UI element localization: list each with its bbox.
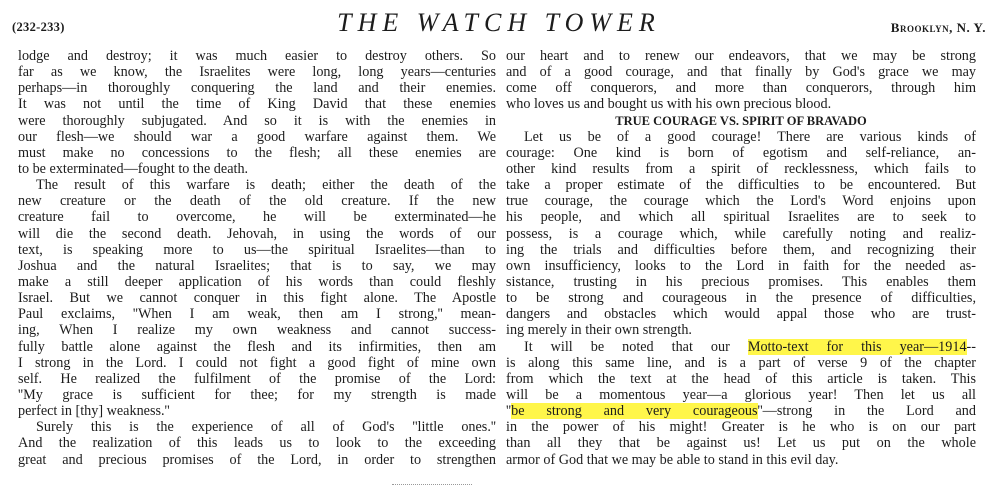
line-text: must make no concessions to the flesh; all these enemies are xyxy=(18,144,496,161)
section-heading xyxy=(506,113,976,129)
line-text: self. He realized the fulfilment of the promise of the Lord: xyxy=(18,370,496,387)
text-line xyxy=(506,322,976,338)
line-text: to be strong and courageous in the presence of difficulties, xyxy=(506,290,976,307)
text-line xyxy=(506,339,976,355)
text-line xyxy=(506,290,976,306)
line-text: new creature or the death of the old creature. If the new xyxy=(18,193,496,210)
line-text: fully battle alone against the flesh and its infirmities, then am xyxy=(18,338,496,355)
text-line xyxy=(18,274,496,290)
text-line xyxy=(506,209,976,225)
line-text: text, is speaking more to us—the spiritual Israelites—than to xyxy=(18,241,496,258)
text-line xyxy=(506,193,976,209)
line-text: possess, is a courage which, while carefully noting and realiz- xyxy=(506,225,976,242)
text-line xyxy=(506,177,976,193)
line-text: ing merely in their own strength. xyxy=(506,322,692,339)
page-numbers: (232-233) xyxy=(12,20,65,34)
line-text: make a still deeper application of his words than could fleshly xyxy=(18,273,496,290)
text-line xyxy=(506,161,976,177)
text-line xyxy=(506,145,976,161)
text-line xyxy=(506,452,976,468)
text-line xyxy=(506,435,976,451)
line-text: than all they that be against us! Let us put on the whole xyxy=(506,435,976,452)
text-line xyxy=(18,242,496,258)
text-line xyxy=(506,80,976,96)
text-line xyxy=(18,258,496,274)
line-text: and of a good courage, and that finally by God's grace we may xyxy=(506,64,976,81)
line-text: Israel. But we cannot conquer in this fight alone. The Apostle xyxy=(18,290,496,307)
line-text: And the realization of this leads us to look to the exceeding xyxy=(18,435,496,452)
text-line xyxy=(18,339,496,355)
line-text: perhaps—in thoroughly conquering the land and their enemies. xyxy=(18,80,496,97)
publication-title: THE WATCH TOWER xyxy=(337,8,661,37)
line-text: far as we know, the Israelites were long, long years—centuries xyxy=(18,64,496,81)
line-text: Surely this is the experience of all of God's ''little ones.'' xyxy=(36,419,496,436)
line-text: ing the trials and difficulties before them, and recognizing their xyxy=(506,241,976,258)
text-line xyxy=(506,129,976,145)
line-text-rest: ''—strong in the Lord and xyxy=(757,403,976,420)
line-text: take a proper estimate of the difficulties to be encountered. But xyxy=(506,177,976,194)
highlighted-text: Motto-text for this year—1914 xyxy=(747,338,967,355)
text-line xyxy=(18,403,496,419)
text-line xyxy=(18,452,496,468)
text-line xyxy=(18,322,496,338)
left-text-column xyxy=(18,48,496,468)
text-line xyxy=(506,96,976,112)
line-text: were thoroughly subjugated. And so it is with the enemies in xyxy=(18,112,496,129)
line-text: to be exterminated—fought to the death. xyxy=(18,160,249,177)
line-text: Paul exclaims, ''When I am weak, then am I strong,'' mean- xyxy=(18,306,496,323)
right-text-column xyxy=(506,48,976,468)
line-text: who loves us and bought us with his own precious blood. xyxy=(506,96,832,113)
text-line xyxy=(18,64,496,80)
text-line xyxy=(18,80,496,96)
line-text: our flesh—we should war a good warfare against them. We xyxy=(18,128,496,145)
text-line xyxy=(506,371,976,387)
text-line xyxy=(18,306,496,322)
text-line xyxy=(18,193,496,209)
text-line xyxy=(506,403,976,419)
text-line xyxy=(506,226,976,242)
text-line xyxy=(506,387,976,403)
text-line xyxy=(506,274,976,290)
line-text: our heart and to renew our endeavors, that we may be strong xyxy=(506,48,976,64)
line-text: '' xyxy=(506,403,512,420)
line-text: will be a momentous year—a glorious year! Then let us all xyxy=(506,386,976,403)
footer-rule xyxy=(392,484,472,488)
text-line xyxy=(506,419,976,435)
text-line xyxy=(18,355,496,371)
line-text: creature fail to overcome, he will be exterminated—he xyxy=(18,209,496,226)
text-line xyxy=(506,306,976,322)
line-text: will die the second death. Jehovah, in using the words of our xyxy=(18,225,496,242)
line-text: Let us be of a good courage! There are various kinds of xyxy=(524,128,976,145)
text-line xyxy=(18,161,496,177)
line-text-rest: -- xyxy=(966,338,976,355)
text-line xyxy=(18,387,496,403)
line-text: It will be noted that our xyxy=(524,338,748,355)
text-line xyxy=(18,145,496,161)
line-text: courage: One kind is born of egotism and self-reliance, an- xyxy=(506,144,976,161)
text-line xyxy=(18,96,496,112)
line-text: sistance, trusting in his precious promises. This enables them xyxy=(506,273,976,290)
page-header xyxy=(12,6,986,40)
line-text: armor of God that we may be able to stand in this evil day. xyxy=(506,451,839,468)
line-text: ing, When I realize my own weakness and cannot success- xyxy=(18,322,496,339)
line-text: Joshua and the natural Israelites; that is to say, we may xyxy=(18,257,496,274)
line-text: other kind results from a spirit of recklessness, which fails to xyxy=(506,160,976,177)
text-line xyxy=(18,419,496,435)
text-line xyxy=(18,48,496,64)
line-text: TRUE COURAGE VS. SPIRIT OF BRAVADO xyxy=(615,113,867,128)
text-line xyxy=(18,371,496,387)
text-line xyxy=(18,209,496,225)
line-text: true courage, the courage which the Lord's Word enjoins upon xyxy=(506,193,976,210)
text-line xyxy=(18,129,496,145)
line-text: own insufficiency, looks to the Lord in faith for the needed as- xyxy=(506,257,976,274)
text-line xyxy=(506,258,976,274)
line-text: in the power of his might! Greater is he who is on our part xyxy=(506,419,976,436)
text-line xyxy=(18,226,496,242)
line-text: come off conquerors, and more than conquerors, through him xyxy=(506,80,976,97)
line-text: from which the text at the head of this article is taken. This xyxy=(506,370,976,387)
line-text: is along this same line, and is a part of verse 9 of the chapter xyxy=(506,354,976,371)
text-line xyxy=(506,242,976,258)
line-text: It was not until the time of King David that these enemies xyxy=(18,96,496,113)
line-text: great and precious promises of the Lord, in order to strengthen xyxy=(18,451,496,468)
line-text: dangers and obstacles which would appal those who are trust- xyxy=(506,306,976,323)
text-line xyxy=(506,64,976,80)
line-text: ''My grace is sufficient for thee; for my strength is made xyxy=(18,386,496,403)
publication-place: Brooklyn, N. Y. xyxy=(890,20,986,35)
text-line xyxy=(506,355,976,371)
text-line xyxy=(18,177,496,193)
text-line xyxy=(18,113,496,129)
highlighted-text: be strong and very courageous xyxy=(511,403,758,420)
line-text: perfect in [thy] weakness.'' xyxy=(18,403,170,420)
line-text: lodge and destroy; it was much easier to destroy others. So xyxy=(18,48,496,64)
line-text: I strong in the Lord. I could not fight a good fight of mine own xyxy=(18,354,496,371)
text-line xyxy=(506,48,976,64)
text-line xyxy=(18,435,496,451)
line-text: The result of this warfare is death; either the death of the xyxy=(36,177,496,194)
line-text: his people, and which all spiritual Israelites are to seek to xyxy=(506,209,976,226)
text-line xyxy=(18,290,496,306)
